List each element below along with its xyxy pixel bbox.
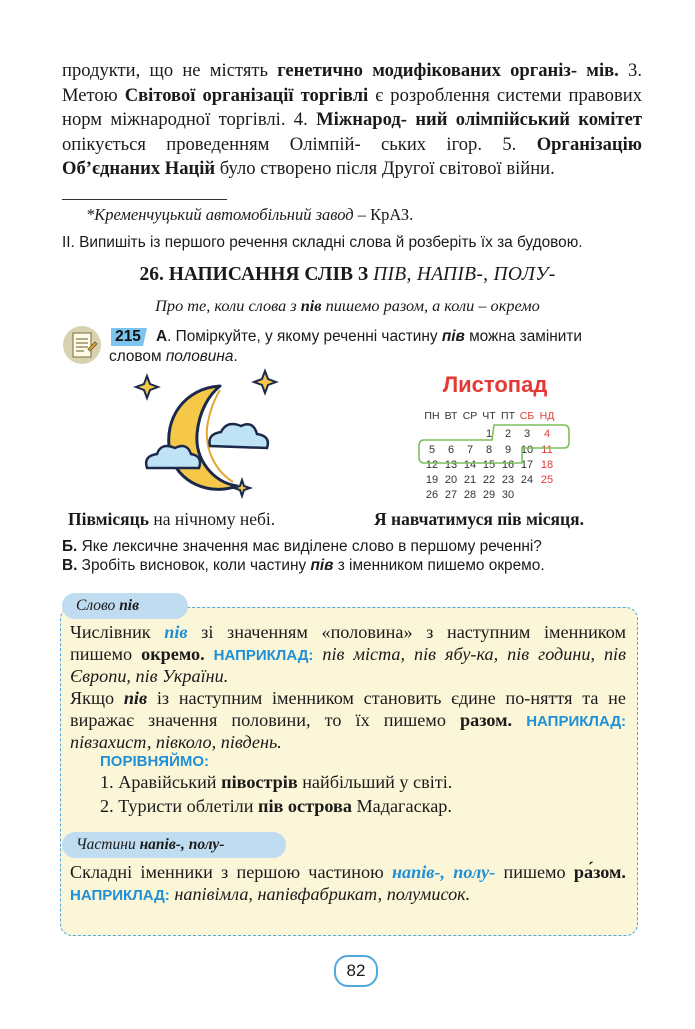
exercise-text: А. Поміркуйте, у якому реченні частину пів можна замінити (156, 328, 583, 345)
compare-example-2: 2. Туристи облетіли пів острова Мадагаскар. (100, 796, 452, 816)
calendar (418, 375, 578, 500)
calendar-day-header: СР (462, 410, 478, 422)
calendar-date: 9 (504, 444, 512, 456)
intro-paragraph: продукти, що не містять генетично модифікованих організ- мів. 3. Метою Світової організації торгівлі є розроблення системи правових норм міжнародної торгівлі. 4. Міжнарод- ний олімпійський комітет опікується проведенням Олімпій- ських ігор. 5. Організацію Об’єднаних Націй було створено після Другої світової війни. (62, 60, 642, 179)
calendar-day-header: ЧТ (482, 410, 496, 422)
calendar-date: 17 (520, 459, 534, 471)
calendar-date: 25 (540, 474, 554, 486)
calendar-date: 11 (541, 444, 553, 456)
calendar-day-header: СБ (519, 410, 535, 422)
section-title: 26. НАПИСАННЯ СЛІВ З ПІВ, НАПІВ-, ПОЛУ- (139, 264, 556, 285)
rule-tag-napiv-polu: Частини напів-, полу- (62, 832, 286, 858)
rule-tag-piv: Слово пів (62, 593, 188, 619)
calendar-day-header: ВТ (444, 410, 458, 422)
rule-paragraph-1: Числівник пів зі значенням «половина» з наступним іменником пишемо окремо. НАПРИКЛАД: пів міста, пів ябу-ка, пів години, пів Європи, пів України. (70, 622, 626, 686)
calendar-date: 19 (425, 474, 439, 486)
task-two: ІІ. Випишіть із першого речення складні слова й розберіть їх за будовою. (62, 234, 583, 251)
calendar-date: 13 (444, 459, 458, 471)
calendar-date: 15 (482, 459, 496, 471)
calendar-day-header: ПТ (501, 410, 515, 422)
calendar-date: 7 (466, 444, 474, 456)
calendar-date: 16 (501, 459, 515, 471)
crescent-moon-illustration (125, 368, 295, 503)
tasks-b-v: Б. Яке лексичне значення має виділене слово в першому реченні? В. Зробіть висновок, коли частину пів з іменником пишемо окремо. (62, 538, 545, 574)
exercise-text-line2: словом половина. (109, 348, 238, 365)
compare-example-1: 1. Аравійський півострів найбільший у світі. (100, 772, 453, 792)
rule-paragraph-2: Якщо пів із наступним іменником становить єдине по-няття та не виражає значення половини, то їх пишемо разом. НАПРИКЛАД: півзахист, півколо, південь. (70, 688, 627, 752)
calendar-date: 1 (485, 428, 493, 440)
calendar-day-header: НД (539, 410, 555, 422)
calendar-date: 10 (520, 444, 534, 456)
calendar-date: 2 (504, 428, 512, 440)
calendar-date: 18 (540, 459, 554, 471)
calendar-date: 5 (428, 444, 436, 456)
calendar-date: 8 (485, 444, 493, 456)
compare-label: ПОРІВНЯЙМО: (100, 753, 210, 770)
calendar-date: 27 (444, 489, 458, 500)
calendar-date: 4 (543, 428, 551, 440)
footnote: *Кременчуцький автомобільний завод – КрАЗ. (86, 205, 414, 224)
calendar-date: 28 (463, 489, 477, 500)
calendar-date: 22 (482, 474, 496, 486)
section-subtitle: Про те, коли слова з пів пишемо разом, а коли – окремо (155, 296, 540, 315)
calendar-date: 20 (444, 474, 458, 486)
calendar-date: 21 (463, 474, 477, 486)
calendar-date: 3 (523, 428, 531, 440)
calendar-date: 29 (482, 489, 496, 500)
exercise-number: 215 (115, 328, 141, 345)
calendar-date: 6 (447, 444, 455, 456)
calendar-date: 12 (425, 459, 439, 471)
calendar-date: 23 (501, 474, 515, 486)
caption-right: Я навчатимуся пів місяця. (374, 509, 584, 529)
footnote-divider (62, 199, 227, 200)
calendar-title: Листопад (442, 372, 548, 397)
calendar-day-header: ПН (424, 410, 440, 422)
calendar-date: 24 (520, 474, 534, 486)
calendar-date: 26 (425, 489, 439, 500)
calendar-date: 14 (463, 459, 477, 471)
notebook-icon (62, 325, 102, 365)
caption-left: Півмісяць на нічному небі. (68, 509, 276, 529)
calendar-date: 30 (501, 489, 515, 500)
page-number: 82 (334, 955, 378, 987)
rule-paragraph-3: Складні іменники з першою частиною напів-, полу- пишемо ра́зом. НАПРИКЛАД: напівімла, напівфабрикат, полумисок. (70, 862, 626, 904)
